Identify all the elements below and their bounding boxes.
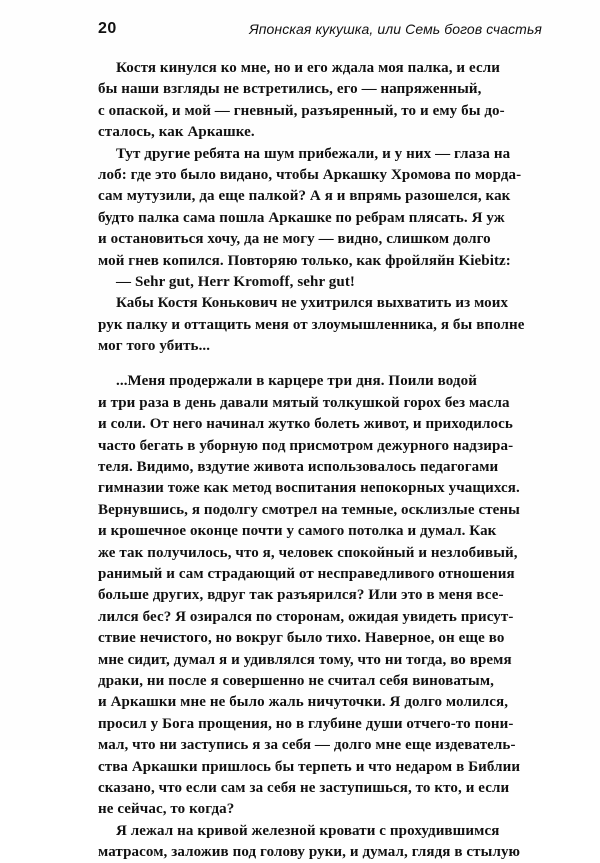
text-line: и три раза в день давали мятый толкушкой горох без масла xyxy=(98,394,510,411)
text-line: просил у Бога прощения, но в глубине души отчего-то пони- xyxy=(98,715,514,732)
text-line: бы наши взгляды не встретились, его — напряженный, xyxy=(98,81,482,98)
running-title: Японская кукушка, или Семь богов счастья xyxy=(249,21,542,37)
text-line: Я лежал на кривой железной кровати с прохудившимся xyxy=(116,822,500,839)
text-line: ства Аркашки пришлось бы терпеть и что недаром в Библии xyxy=(98,758,521,775)
text-line: и Аркашки мне не было жаль ничуточки. Я долго молился, xyxy=(98,694,509,711)
text-line: ствие нечистого, но вокруг было тихо. Наверное, он еще во xyxy=(98,630,505,647)
text-line: мог того убить... xyxy=(98,338,211,355)
text-line: не сейчас, то когда? xyxy=(98,801,235,818)
page-header xyxy=(98,18,542,44)
text-line: будто палка сама пошла Аркашке по ребрам плясать. Я уж xyxy=(98,209,505,226)
text-line: гимназии тоже как метод воспитания непокорных учащихся. xyxy=(98,480,520,497)
text-line: и соли. От него начинал жутко болеть живот, и приходилось xyxy=(98,416,513,433)
text-line: Костя кинулся ко мне, но и его ждала моя палка, и если xyxy=(116,60,500,76)
text-line: лился бес? Я озирался по сторонам, ожидая увидеть присут- xyxy=(98,608,514,625)
text-line: мой гнев копился. Повторяю только, как фройляйн Kiebitz: xyxy=(98,252,511,269)
text-line: с опаской, и мой — гневный, разъяренный, то и ему бы до- xyxy=(98,102,505,119)
body-text xyxy=(98,58,544,863)
section-break xyxy=(98,357,544,371)
text-line: ...Меня продержали в карцере три дня. Поили водой xyxy=(116,373,477,390)
text-line: сталось, как Аркашке. xyxy=(98,124,255,141)
text-line: мал, что ни заступись я за себя — долго мне еще издеватель- xyxy=(98,737,516,754)
text-line: сказано, что если сам за себя не заступишься, то кто, и если xyxy=(98,779,510,796)
text-line: Кабы Костя Конькович не ухитрился выхватить из моих xyxy=(116,295,509,312)
page-number: 20 xyxy=(98,20,117,37)
text-line: часто бегать в уборную под присмотром дежурного надзира- xyxy=(98,437,514,454)
text-line: матрасом, заложив под голову руки, и думал, глядя в стылую xyxy=(98,844,521,861)
text-line: Тут другие ребята на шум прибежали, и у них — глаза на xyxy=(116,145,511,162)
text-line: Вернувшись, я подолгу смотрел на темные, осклизлые стены xyxy=(98,501,520,518)
text-line: больше других, вдруг так разъярился? Или это в меня все- xyxy=(98,587,504,604)
text-line: же так получилось, что я, человек спокойный и незлобивый, xyxy=(98,544,518,561)
text-line: рук палку и оттащить меня от злоумышленника, я бы вполне xyxy=(98,316,525,333)
text-line: ранимый и сам страдающий от несправедливого отношения xyxy=(98,565,515,582)
text-line: и остановиться хочу, да не могу — видно, слишком долго xyxy=(98,231,491,248)
text-line: мне сидит, думал я и удивлялся тому, что ни тогда, во время xyxy=(98,651,512,668)
text-line: лоб: где это было видано, чтобы Аркашку Хромова по морда- xyxy=(98,166,522,183)
text-line: драки, ни после я совершенно не считал себя виноватым, xyxy=(98,672,495,689)
text-line: — Sehr gut, Herr Kromoff, sehr gut! xyxy=(116,273,356,290)
text-line: сам мутузили, да еще палкой? А я и впрямь разошелся, как xyxy=(98,188,511,205)
text-line: и крошечное оконце почти у самого потолка и думал. Как xyxy=(98,523,497,540)
text-line: теля. Видимо, вздутие живота использовалось педагогами xyxy=(98,459,499,476)
